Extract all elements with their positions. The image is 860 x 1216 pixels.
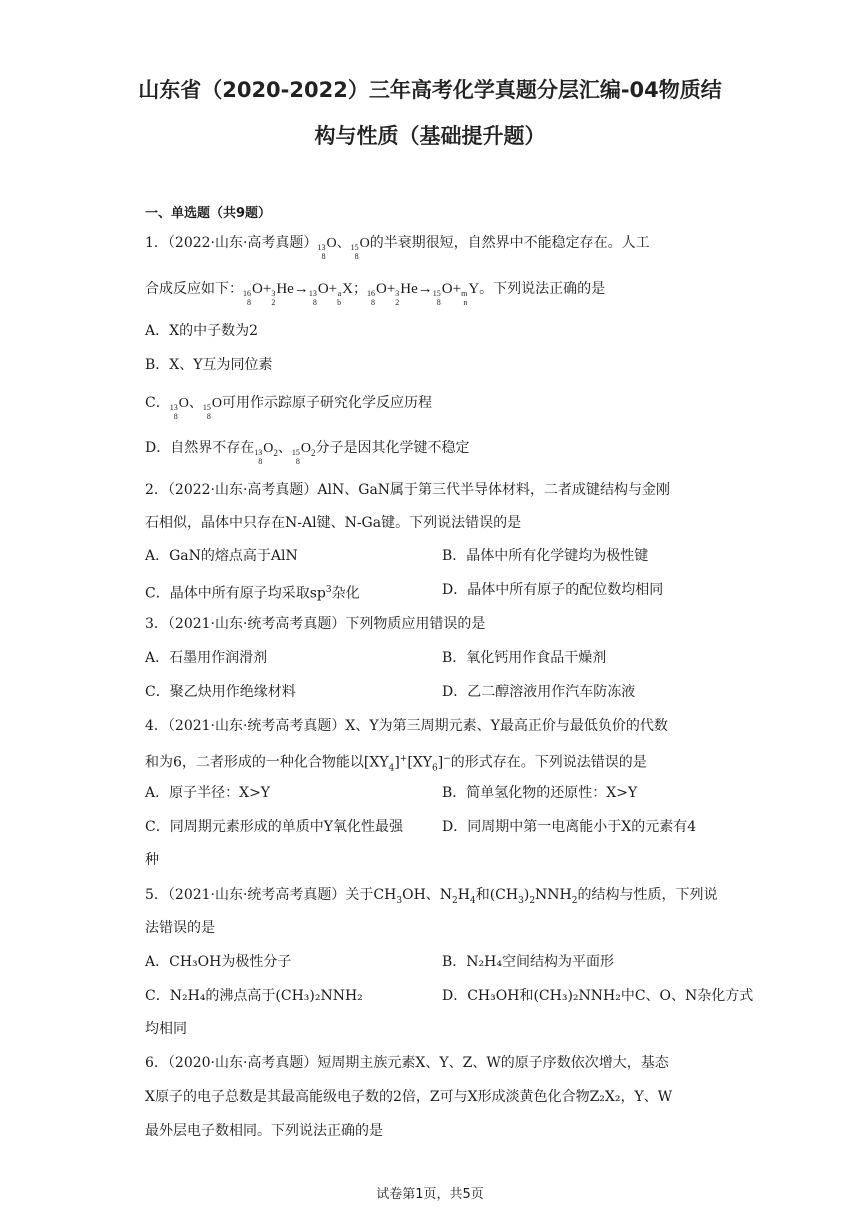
q2-option-b[interactable]: B．晶体中所有化学键均为极性键 <box>442 548 649 564</box>
q2-option-c[interactable]: C．晶体中所有原子均采取$sp^3$杂化 <box>145 585 360 602</box>
q5-option-b[interactable]: B．N₂H₄空间结构为平面形 <box>442 954 614 970</box>
q1-reaction-1: 16 8 O+ 3 2 He→ 13 8 O+ a b X <box>243 281 353 307</box>
document-title-line-2: 构与性质（基础提升题） <box>314 124 546 148</box>
document-title-line-1: 山东省（2020-2022）三年高考化学真题分层汇编-04物质结 <box>138 78 722 102</box>
q1-option-a[interactable]: A．X的中子数为2 <box>145 323 258 339</box>
q5-stem-tail: 的结构与性质，下列说 <box>577 887 718 903</box>
q2-option-d[interactable]: D．晶体中所有原子的配位数均相同 <box>442 582 664 598</box>
q1-reaction-intro: 合成反应如下： <box>145 281 243 297</box>
q6-stem-line-2: X原子的电子总数是其最高能级电子数的2倍，Z可与X形成淡黄色化合物Z₂X₂，Y、W <box>145 1089 673 1105</box>
q5-option-a[interactable]: A．CH₃OH为极性分子 <box>145 954 292 970</box>
q3-option-d[interactable]: D．乙二醇溶液用作汽车防冻液 <box>442 684 636 700</box>
q4-option-d[interactable]: D．同周期中第一电离能小于X的元素有4 <box>442 819 697 835</box>
q3-option-b[interactable]: B．氧化钙用作食品干燥剂 <box>442 650 607 666</box>
q2-option-a[interactable]: A．GaN的熔点高于AlN <box>145 548 298 564</box>
q1-reaction-2: 16 8 O+ 3 2 He→ 15 8 O+ m n Y <box>366 281 480 307</box>
q1-question: 。下列说法正确的是 <box>479 281 606 297</box>
q6-stem-line-1: 6．（2020·山东·高考真题）短周期主族元素X、Y、Z、W的原子序数依次增大，基态 <box>145 1055 669 1071</box>
q4-stem-tail: 的形式存在。下列说法错误的是 <box>450 754 647 771</box>
q3-stem: 3．（2021·山东·统考高考真题）下列物质应用错误的是 <box>145 616 486 632</box>
q1-stem-line-1: 1．（2022·山东·高考真题） 13 8 O、 15 8 O的半衰期很短，自然界中不能稳定存在。人工 <box>145 235 650 261</box>
q3-option-c[interactable]: C．聚乙炔用作绝缘材料 <box>145 684 296 700</box>
q1-option-b[interactable]: B．X、Y互为同位素 <box>145 357 273 373</box>
q5-stem-line-1: 5．（2021·山东·统考高考真题）关于$CH_3OH$、$N_2H_4$和$(CH_3)_2NNH_2$的结构与性质，下列说 <box>145 887 718 906</box>
q1-source: 1．（2022·山东·高考真题） <box>145 235 318 251</box>
section-heading: 一、单选题（共9题） <box>145 206 272 221</box>
q2-stem-line-1: 2．（2022·山东·高考真题）AlN、GaN属于第三代半导体材料，二者成键结构与金刚 <box>145 482 671 498</box>
q4-stem-line-1: 4．（2021·山东·统考高考真题）X、Y为第三周期元素、Y最高正价与最低负价的代数 <box>145 718 668 734</box>
q1-stem-line-2: 合成反应如下： 16 8 O+ 3 2 He→ 13 8 O+ a b X； 16 8 O+ 3 2 He→ 15 8 O+ m n Y。下列说法正确的是 <box>145 281 606 307</box>
q1-option-d-head: D．自然界不存在 <box>145 440 255 456</box>
q5-option-c[interactable]: C．N₂H₄的沸点高于(CH₃)₂NNH₂ <box>145 988 363 1004</box>
q5-stem-line-2: 法错误的是 <box>145 920 215 936</box>
q1-option-c-text: 可用作示踪原子研究化学反应历程 <box>221 395 432 411</box>
q5-option-d-continued: 均相同 <box>145 1021 187 1037</box>
q5-option-d[interactable]: D．CH₃OH和(CH₃)₂NNH₂中C、O、N杂化方式 <box>442 988 754 1004</box>
q5-stem-head: 5．（2021·山东·统考高考真题）关于CH <box>145 887 397 903</box>
q2-option-c-head: C．晶体中所有原子均采取sp <box>145 585 326 602</box>
q1-option-d-text: 分子是因其化学键不稳定 <box>315 440 470 456</box>
q4-stem-line-2: 和为6，二者形成的一种化合物能以$[XY_4]^+[XY_6]^-$的形式存在。下列说法错误的是 <box>145 754 647 774</box>
q1-stem-text: 的半衰期很短，自然界中不能稳定存在。人工 <box>369 235 650 251</box>
q4-option-a[interactable]: A．原子半径：X>Y <box>145 785 271 801</box>
q4-option-c[interactable]: C．同周期元素形成的单质中Y氧化性最强 <box>145 819 403 835</box>
q4-stem-head: 和为6，二者形成的一种化合物能以[XY <box>145 754 389 771</box>
q4-option-b[interactable]: B．简单氢化物的还原性：X>Y <box>442 785 638 801</box>
q2-stem-line-2: 石相似，晶体中只存在N-Al键、N-Ga键。下列说法错误的是 <box>145 515 522 531</box>
q1-option-c[interactable]: C． 13 8 O、 15 8 O可用作示踪原子研究化学反应历程 <box>145 395 432 421</box>
q3-option-a[interactable]: A．石墨用作润滑剂 <box>145 650 268 666</box>
nuclide-o13: 13 8 O <box>317 236 337 261</box>
page-footer: 试卷第1页，共5页 <box>376 1187 484 1202</box>
q6-stem-line-3: 最外层电子数相同。下列说法正确的是 <box>145 1123 383 1139</box>
q2-option-c-tail: 杂化 <box>331 585 360 602</box>
q1-option-d[interactable]: D．自然界不存在 13 8 $O_2$、 15 8 $O_2$分子是因其化学键不稳定 <box>145 440 470 466</box>
q4-option-d-continued: 种 <box>145 852 159 868</box>
nuclide-o15: 15 8 O <box>350 236 370 261</box>
